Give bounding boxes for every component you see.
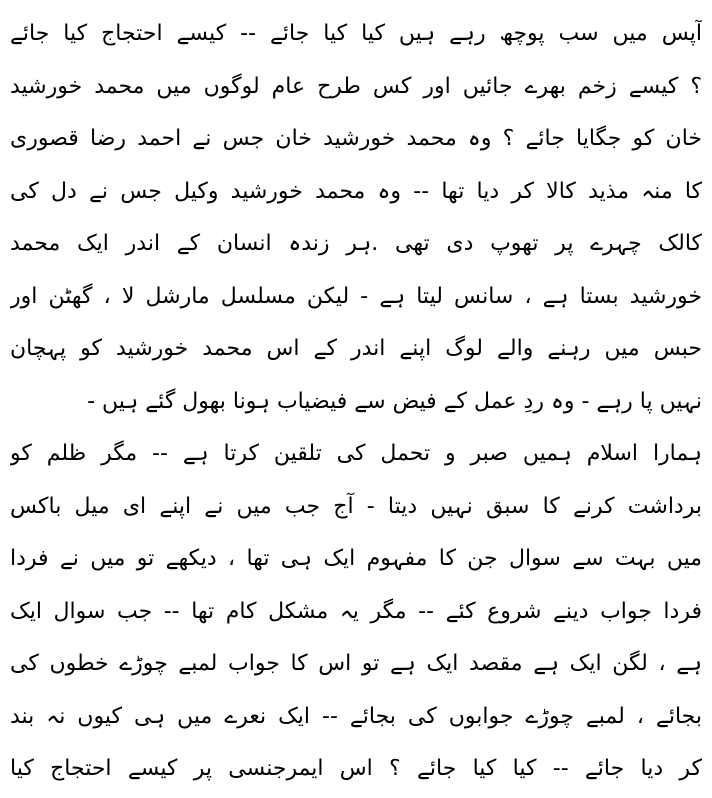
text-line-6: خورشید بستا ہے ، سانس لیتا ہے - لیکن مسلسل مارشل لا ، گھٹن اور [10,283,702,309]
text-line-3: خان کو جگایا جائے ؟ وہ محمد خورشید خان جس نے احمد رضا قصوری [10,126,702,151]
text-line-15: کر دیا جائے -- کیا کیا جائے ؟ اس ایمرجنسی پر کیسے احتجاج کیا [10,756,702,781]
text-line-1: آپس میں سب پوچھ رہے ہیں کیا کیا جائے -- کیسے احتجاج کیا جائے [10,21,702,46]
text-line-7: حبس میں رہنے والے لوگ اپنے اندر کے اس محمد خورشید کو پہچان [10,336,702,361]
text-line-2: ؟ کیسے زخم بھرے جائیں اور کس طرح عام لوگوں میں محمد خورشید [10,73,702,99]
text-line-4: کا منہ مذید کالا کر دیا تھا -- وہ محمد خورشید وکیل جس نے دل کی [10,178,702,204]
text-line-12: فردا جواب دینے شروع کئے -- مگر یہ مشکل کام تھا -- جب سوال ایک [10,598,702,624]
text-line-5: کالک چہرے پر تھوپ دی تھی .ہر زندہ انسان کے اندر ایک محمد [10,231,702,256]
text-line-14: بجائے ، لمبے چوڑے جوابوں کی بجائے -- ایک نعرے میں ہی کیوں نہ بند [10,703,702,729]
text-line-9: ہمارا اسلام ہمیں صبر و تحمل کی تلقین کرتا ہے -- مگر ظلم کو [10,441,702,466]
text-line-8: نہیں پا رہے - وہ ردِ عمل کے فیض سے فیضیاب ہونا بھول گئے ہیں - [87,388,702,414]
text-line-11: میں بہت سے سوال جن کا مفہوم ایک ہی تھا ، دیکھے تو میں نے فردا [10,546,702,571]
text-line-13: ہے ، لگن ایک ہے مقصد ایک ہے تو اس کا جواب لمبے چوڑے خطوں کی [10,651,702,676]
text-line-10: برداشت کرنے کا سبق نہیں دیتا - آج جب میں نے اپنے ای میل باکس [10,493,702,519]
